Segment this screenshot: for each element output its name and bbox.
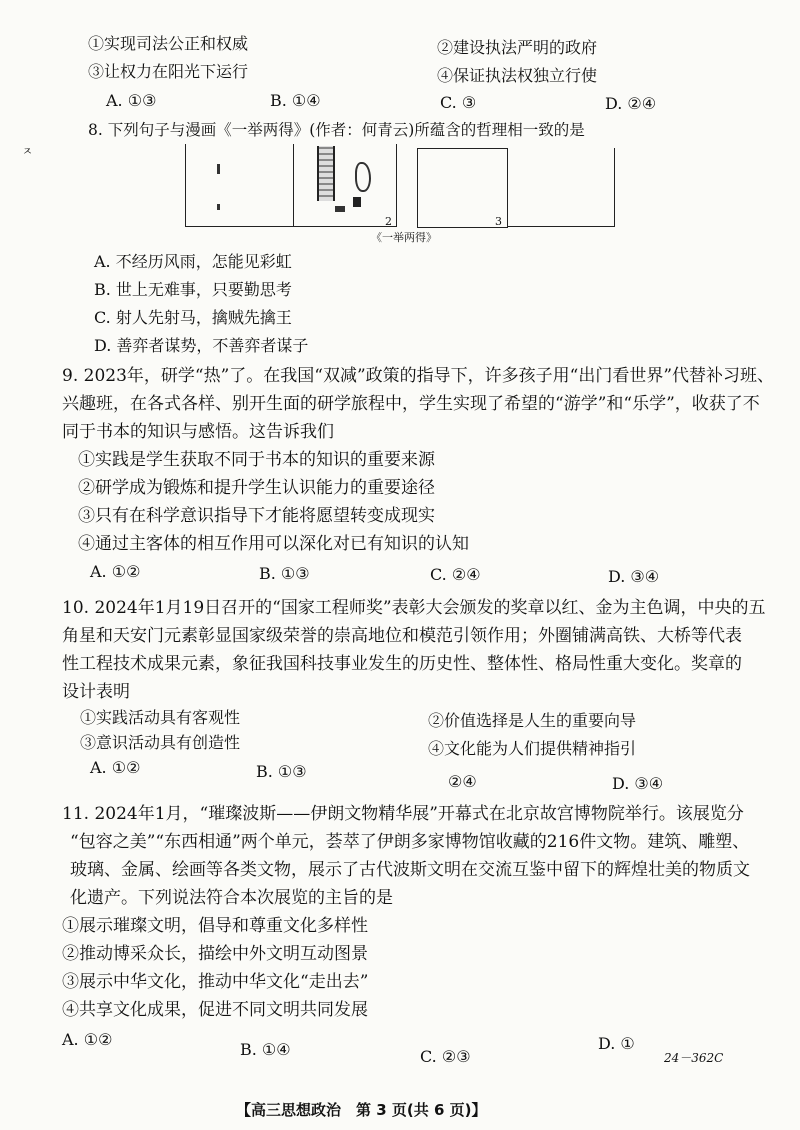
q9-stem-line-1: 9. 2023年，研学“热”了。在我国“双减”政策的指导下，许多孩子用“出门看世界”代替补习班、 <box>62 366 775 386</box>
q8-option-c: C. 射人先射马，擒贼先擒王 <box>94 308 292 327</box>
q9-answer-a: A. ①② <box>90 562 141 581</box>
q7-option-2: ②建设执法严明的政府 <box>437 38 598 57</box>
q8-option-d: D. 善弈者谋势，不善弈者谋子 <box>94 336 309 355</box>
q10-option-1: ①实践活动具有客观性 <box>80 708 241 727</box>
q11-answer-b: B. ①④ <box>240 1040 291 1059</box>
q9-option-3: ③只有在科学意识指导下才能将愿望转变成现实 <box>78 506 435 526</box>
margin-mark: ㅈ <box>22 145 33 158</box>
q10-option-2: ②价值选择是人生的重要向导 <box>428 711 637 730</box>
q7-answer-a: A. ①③ <box>106 91 157 110</box>
q9-answer-b: B. ①③ <box>259 564 310 583</box>
q9-answer-c: C. ②④ <box>430 565 481 584</box>
q7-answer-c: C. ③ <box>440 93 477 112</box>
q11-stem-line-3: 玻璃、金属、绘画等各类文物，展示了古代波斯文明在交流互鉴中留下的辉煌壮美的物质文 <box>70 860 750 880</box>
q7-option-1: ①实现司法公正和权威 <box>88 34 249 53</box>
q10-stem-line-1: 10. 2024年1月19日召开的“国家工程师奖”表彰大会颁发的奖章以红、金为主色调，中央的五 <box>62 598 766 618</box>
q10-stem-line-3: 性工程技术成果元素，象征我国科技事业发生的历史性、整体性、格局性重大变化。奖章的 <box>62 654 742 674</box>
q7-option-3: ③让权力在阳光下运行 <box>88 62 249 81</box>
cartoon-image <box>185 142 625 242</box>
q11-stem-line-2: “包容之美”“东西相通”两个单元，荟萃了伊朗多家博物馆收藏的216件文物。建筑、雕塑、 <box>70 832 750 852</box>
q9-option-2: ②研学成为锻炼和提升学生认识能力的重要途径 <box>78 478 435 498</box>
q9-option-4: ④通过主客体的相互作用可以深化对已有知识的认知 <box>78 534 469 554</box>
q10-answer-d: D. ③④ <box>612 774 664 793</box>
q11-answer-c: C. ②③ <box>420 1047 471 1066</box>
cartoon-figure <box>317 146 335 201</box>
exam-code: 24－362C <box>664 1051 724 1065</box>
q9-stem-line-2: 兴趣班，在各式各样、别开生面的研学旅程中，学生实现了希望的“游学”和“乐学”，收获了不 <box>62 394 760 414</box>
cartoon-caption: 《一举两得》 <box>371 231 437 244</box>
q10-option-3: ③意识活动具有创造性 <box>80 733 241 752</box>
q10-option-4: ④文化能为人们提供精神指引 <box>428 739 637 758</box>
q11-option-1: ①展示璀璨文明，倡导和尊重文化多样性 <box>62 916 368 936</box>
q9-option-1: ①实践是学生获取不同于书本的知识的重要来源 <box>78 450 435 470</box>
q10-stem-line-2: 角星和天安门元素彰显国家级荣誉的崇高地位和模范引领作用；外圈铺满高铁、大桥等代表 <box>62 626 742 646</box>
q11-stem-line-1: 11. 2024年1月，“璀璨波斯——伊朗文物精华展”开幕式在北京故宫博物院举行。该展览分 <box>62 804 744 824</box>
q8-stem: 8. 下列句子与漫画《一举两得》(作者：何青云)所蕴含的哲理相一致的是 <box>88 121 585 139</box>
cartoon-panel-4 <box>507 148 615 227</box>
cartoon-panel-3-number: 3 <box>495 215 502 228</box>
page-footer: 【高三思想政治 第 3 页(共 6 页)】 <box>236 1101 487 1119</box>
q11-answer-a: A. ①② <box>62 1030 113 1049</box>
q11-option-4: ④共享文化成果，促进不同文明共同发展 <box>62 1000 368 1020</box>
q11-option-2: ②推动博采众长，描绘中外文明互动图景 <box>62 944 368 964</box>
cartoon-panel-2-number: 2 <box>385 215 392 228</box>
q7-answer-d: D. ②④ <box>605 94 657 113</box>
q9-answer-d: D. ③④ <box>608 567 660 586</box>
q10-answer-a: A. ①② <box>90 758 141 777</box>
q10-answer-c: ②④ <box>448 772 477 791</box>
cartoon-panel-2 <box>293 144 397 227</box>
cartoon-panel-1 <box>185 144 294 227</box>
q10-answer-b: B. ①③ <box>256 762 307 781</box>
q10-stem-line-4: 设计表明 <box>62 682 130 702</box>
q11-option-3: ③展示中华文化，推动中华文化“走出去” <box>62 972 369 992</box>
q8-option-a: A. 不经历风雨，怎能见彩虹 <box>94 252 292 271</box>
q11-stem-line-4: 化遗产。下列说法符合本次展览的主旨的是 <box>70 888 393 908</box>
q9-stem-line-3: 同于书本的知识与感悟。这告诉我们 <box>62 422 334 442</box>
q8-option-b: B. 世上无难事，只要勤思考 <box>94 280 292 299</box>
q11-answer-d: D. ① <box>598 1034 635 1053</box>
q7-answer-b: B. ①④ <box>270 91 321 110</box>
q7-option-4: ④保证执法权独立行使 <box>437 66 598 85</box>
